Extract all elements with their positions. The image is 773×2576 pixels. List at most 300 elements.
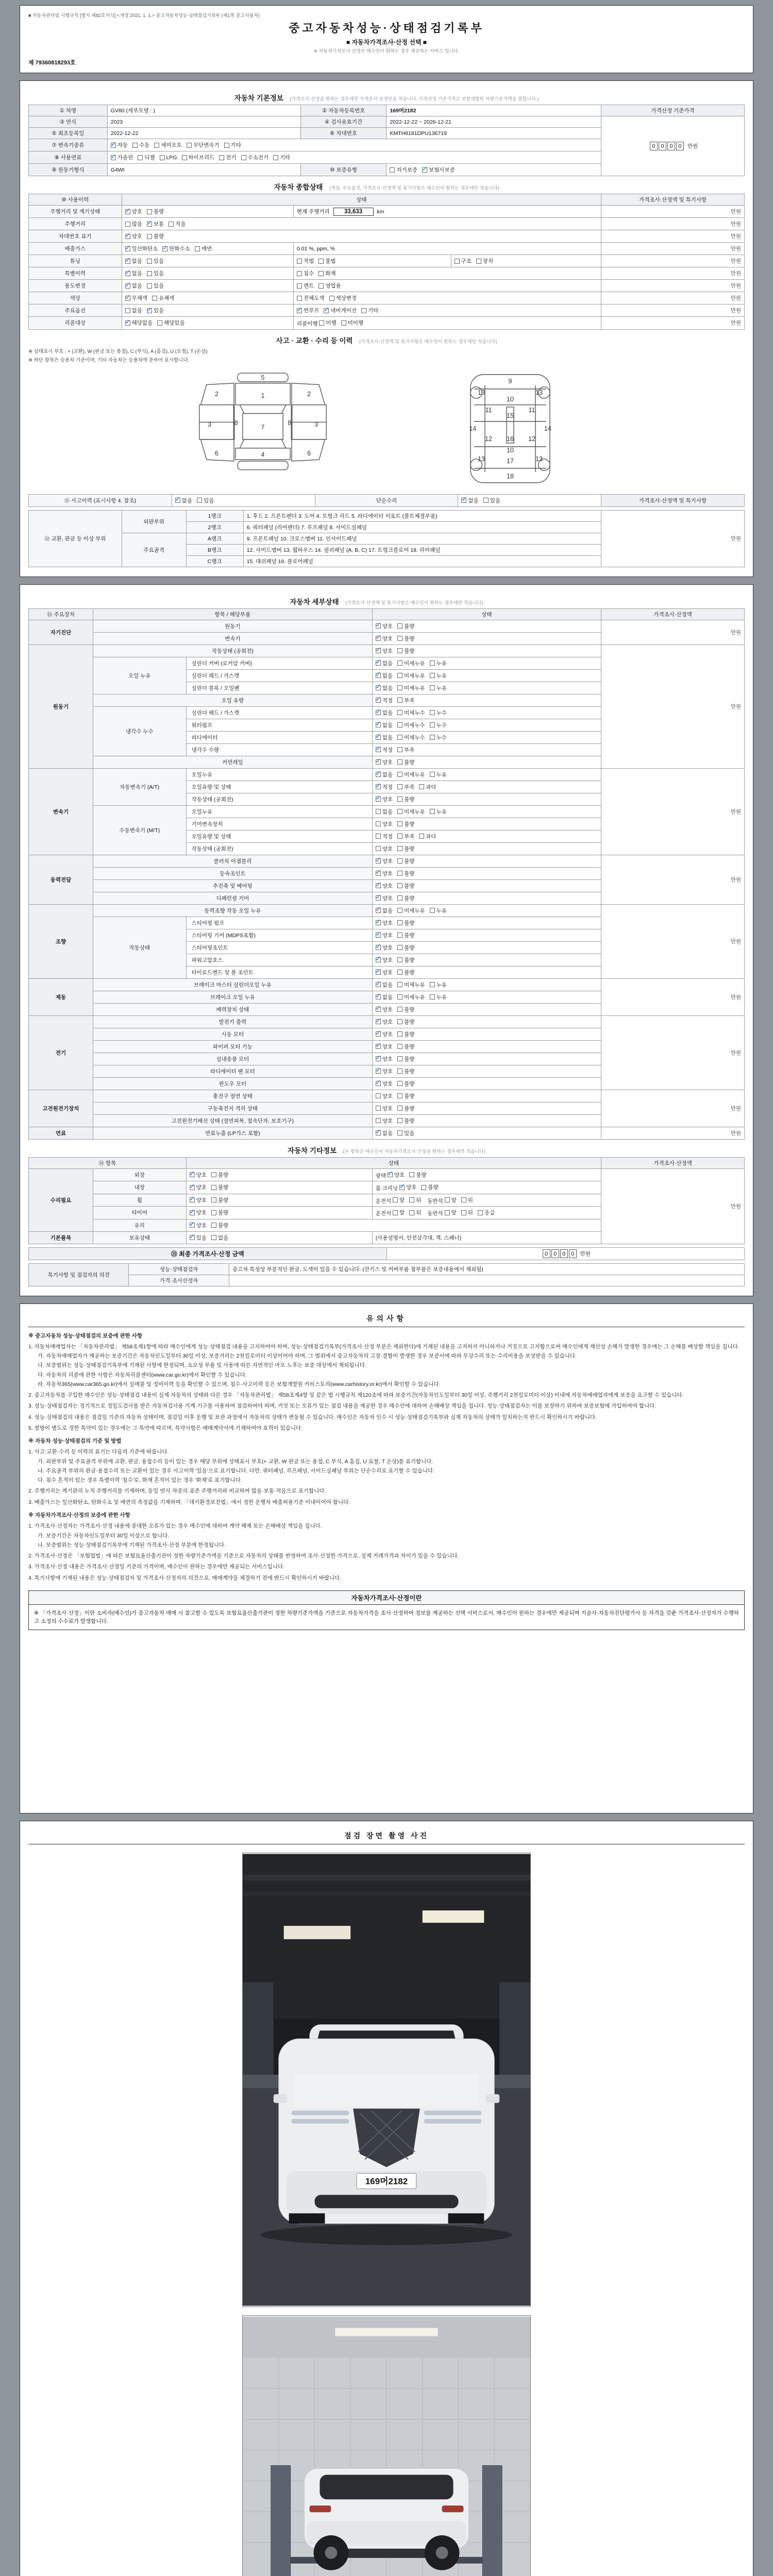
checkbox-option[interactable]	[397, 1129, 414, 1137]
checked-checkbox-icon	[376, 722, 381, 727]
text: 스티어링 기어 (MDPS포함)	[191, 932, 256, 939]
checkbox-option[interactable]	[376, 672, 393, 680]
checkbox-option[interactable]	[397, 919, 414, 927]
checkbox-option[interactable]	[397, 622, 414, 630]
checkbox-option[interactable]	[160, 155, 177, 161]
checkbox-option[interactable]	[397, 795, 414, 803]
checked-checkbox-icon	[376, 796, 381, 802]
table-cell	[186, 1219, 601, 1231]
text: 휠	[137, 1197, 142, 1204]
text: 커먼레일	[222, 759, 243, 766]
text: 만원	[730, 258, 741, 264]
checkbox-option[interactable]	[376, 1129, 393, 1137]
checkbox-option[interactable]	[397, 734, 425, 741]
checkbox-option[interactable]	[397, 672, 425, 680]
checkbox-option[interactable]	[219, 154, 236, 161]
table-cell	[601, 620, 745, 645]
text: 만원	[730, 1203, 741, 1210]
text: 만원	[730, 221, 741, 227]
checkbox-label: 불량	[217, 1172, 229, 1178]
checkbox-label: 미세누수	[404, 722, 425, 728]
svg-text:16: 16	[506, 435, 514, 443]
checkbox-option[interactable]	[430, 993, 447, 1001]
checkbox-option[interactable]	[190, 1222, 207, 1229]
table-cell	[372, 1194, 601, 1207]
checkbox-option[interactable]	[397, 857, 414, 865]
checkbox-option[interactable]	[397, 1105, 414, 1112]
checkbox-option[interactable]	[376, 870, 393, 877]
checkbox-option[interactable]	[397, 697, 414, 704]
unchecked-checkbox-icon	[157, 320, 162, 326]
checkbox-option[interactable]	[147, 282, 164, 290]
checkbox-option[interactable]	[397, 1018, 414, 1026]
checkbox-option[interactable]	[376, 1080, 393, 1088]
text: 가격조사·산정액 및 특기사항	[639, 197, 707, 203]
checkbox-option[interactable]	[162, 245, 190, 252]
checkbox-option[interactable]	[483, 497, 500, 504]
checkbox-option[interactable]	[430, 907, 447, 914]
basic-info-table	[28, 105, 745, 176]
text: 작동상태 (공회전)	[191, 845, 233, 852]
checkbox-option[interactable]	[397, 1055, 414, 1063]
checkbox-label: 기타	[230, 142, 241, 148]
unchecked-checkbox-icon	[397, 636, 402, 641]
checkbox-option[interactable]	[147, 269, 164, 277]
checkbox-label: 양호	[382, 883, 393, 889]
checkbox-option[interactable]	[397, 1043, 414, 1050]
checkbox-option[interactable]	[397, 746, 414, 754]
checkbox-option[interactable]	[376, 1117, 393, 1125]
checkbox-option[interactable]	[376, 709, 393, 717]
checked-checkbox-icon	[376, 883, 381, 888]
checkbox-option[interactable]	[376, 734, 393, 741]
checkbox-option[interactable]	[319, 319, 336, 327]
checkbox-option[interactable]	[376, 622, 393, 630]
table-cell	[29, 317, 122, 330]
checkbox-option[interactable]	[397, 907, 425, 914]
table-cell	[29, 645, 93, 768]
label-inspection-period	[300, 116, 386, 128]
table-cell	[93, 1231, 187, 1244]
text: 6. 쿼터패널 (리어펜더) 7. 루프패널 8. 사이드실패널	[246, 524, 367, 531]
checkbox-option[interactable]	[324, 307, 357, 314]
checkbox-option[interactable]	[390, 166, 417, 174]
notice-lines	[28, 1332, 745, 1582]
checkbox-option[interactable]	[376, 993, 393, 1001]
unchecked-checkbox-icon	[461, 1197, 466, 1202]
text: ① 차명	[59, 108, 77, 114]
checkbox-option[interactable]	[397, 758, 414, 766]
checkbox-option[interactable]	[397, 969, 414, 976]
page-subtitle-note: ※ 자동차가격조사·산정은 매수인이 원하는 경우 제공하는 서비스 입니다.	[313, 48, 460, 54]
checkbox-option[interactable]	[430, 808, 447, 816]
text: 가격조사·산정액	[653, 611, 692, 618]
checkbox-option[interactable]	[376, 1067, 393, 1075]
table-cell	[293, 292, 601, 304]
checkbox-option[interactable]	[397, 783, 414, 791]
checkbox-option[interactable]	[154, 141, 182, 149]
table-cell	[93, 756, 373, 768]
checkbox-option[interactable]	[211, 1209, 228, 1216]
checkbox-option[interactable]	[376, 969, 393, 976]
checkbox-option[interactable]	[125, 208, 142, 215]
checkbox-option[interactable]	[397, 944, 414, 952]
checkbox-option[interactable]	[273, 154, 290, 161]
text: 브레이크 오일 누유	[210, 994, 255, 1001]
table-cell	[29, 206, 122, 218]
checkbox-option[interactable]	[376, 808, 393, 816]
checkbox-option[interactable]	[397, 635, 414, 642]
checkbox-option[interactable]	[397, 981, 425, 989]
checkbox-option[interactable]	[376, 894, 393, 902]
checkbox-option[interactable]	[190, 1196, 207, 1204]
checkbox-option[interactable]	[376, 833, 393, 840]
checkbox-option[interactable]	[397, 1006, 414, 1013]
checkbox-option[interactable]	[125, 220, 142, 228]
table-cell	[186, 929, 372, 941]
checkbox-option[interactable]	[376, 1018, 393, 1026]
checkbox-option[interactable]	[187, 141, 220, 149]
checkbox-label: 불량	[153, 209, 164, 215]
checkbox-option[interactable]	[397, 993, 425, 1001]
checkbox-option[interactable]	[397, 771, 425, 778]
checkbox-label: 양호	[196, 1172, 207, 1178]
table-cell	[93, 1168, 187, 1181]
checkbox-label: 양호	[382, 858, 393, 865]
checkbox-option[interactable]	[376, 771, 393, 778]
checkbox-option[interactable]	[376, 1043, 393, 1050]
checkbox-label: 미세누수	[404, 734, 425, 741]
checkbox-option[interactable]	[376, 635, 393, 642]
checkbox-label: 자가보증	[396, 167, 418, 173]
checked-checkbox-icon	[376, 957, 381, 962]
checkbox-option[interactable]	[430, 709, 447, 717]
unchecked-checkbox-icon	[419, 834, 424, 839]
checkbox-option[interactable]	[376, 919, 393, 927]
notice-line: 라. 자동차365(www.car365.go.kr)에서 실매물 및 정비이력 등을 확인할 수 있으며, 침수·사고이력 등은 보험개발원 카히스토리(www.carhistory.or.kr)에서 확인할 수 있습니다.	[38, 1381, 441, 1387]
checkbox-option[interactable]	[376, 795, 393, 803]
checkbox-option[interactable]	[376, 820, 393, 828]
checkbox-option[interactable]	[397, 1080, 414, 1088]
vehicle-info-card	[20, 80, 753, 577]
checked-checkbox-icon	[376, 759, 381, 765]
checkbox-option[interactable]	[190, 1209, 207, 1216]
checkbox-option[interactable]	[430, 672, 447, 680]
checkbox-option[interactable]	[397, 684, 425, 692]
checkbox-label: 미세누수	[404, 709, 425, 716]
checkbox-option[interactable]	[376, 758, 393, 766]
checkbox-option[interactable]	[132, 141, 149, 149]
checkbox-option[interactable]	[397, 808, 425, 816]
checkbox-option[interactable]	[397, 659, 425, 667]
checkbox-label: 수동	[139, 142, 150, 148]
checkbox-option[interactable]	[376, 956, 393, 964]
checkbox-option[interactable]	[297, 294, 325, 302]
checkbox-option[interactable]	[152, 294, 174, 302]
checkbox-option[interactable]	[376, 845, 393, 853]
unchecked-checkbox-icon	[376, 1106, 381, 1111]
checkbox-option[interactable]	[409, 1196, 421, 1204]
table-cell	[372, 1127, 601, 1139]
checked-checkbox-icon	[324, 308, 329, 313]
basic-info-heading	[28, 92, 745, 103]
checkbox-option[interactable]	[376, 1055, 393, 1063]
unchecked-checkbox-icon	[397, 772, 402, 777]
checkbox-option[interactable]	[318, 257, 335, 265]
checkbox-option[interactable]	[111, 141, 128, 149]
checkbox-label: 양호	[382, 969, 393, 976]
photo-front-svg	[243, 1853, 530, 2307]
checkbox-option[interactable]	[190, 1171, 207, 1179]
checkbox-label: 양호	[382, 1006, 393, 1013]
checkbox-option[interactable]	[297, 257, 314, 265]
checkbox-option[interactable]	[376, 783, 393, 791]
table-cell	[29, 1263, 129, 1286]
notice-line: 다. 자동차의 리콜에 관한 사항은 자동차리콜센터(www.car.go.kr)에서 확인할 수 있습니다.	[38, 1371, 247, 1378]
checkbox-option[interactable]	[224, 141, 241, 149]
checkbox-label: 양호	[382, 944, 393, 951]
table-cell	[186, 555, 243, 567]
inspection-photo-lift	[242, 2315, 531, 2576]
checkbox-option[interactable]	[157, 319, 185, 327]
table-cell	[29, 230, 122, 243]
checkbox-option[interactable]	[476, 257, 493, 265]
checkbox-option[interactable]	[376, 907, 393, 914]
checkbox-label: 없음	[382, 981, 393, 988]
checkbox-option[interactable]	[422, 166, 455, 174]
unchecked-checkbox-icon	[397, 1081, 402, 1086]
checkbox-label: 불량	[404, 648, 415, 654]
checkbox-option[interactable]	[419, 783, 436, 791]
accident-status-table	[28, 494, 745, 507]
checkbox-label: 없음	[181, 497, 193, 504]
checkbox-label: 미세누유	[404, 808, 425, 815]
checkbox-label: 있음	[490, 497, 500, 504]
text: 오일 유량	[221, 697, 244, 704]
checkbox-option[interactable]	[397, 721, 425, 729]
table-cell	[601, 978, 745, 1015]
checkbox-option[interactable]	[397, 1067, 414, 1075]
checkbox-option[interactable]	[393, 1209, 405, 1216]
checkbox-option[interactable]	[138, 154, 155, 161]
checkbox-option[interactable]	[376, 647, 393, 655]
detail-note: (가격조사·산정액 및 특기사항은 매수인이 원하는 경우에만 적습니다)	[345, 600, 483, 605]
checked-checkbox-icon	[376, 1081, 381, 1086]
checkbox-option[interactable]	[419, 833, 436, 840]
checkbox-option[interactable]	[397, 1030, 414, 1038]
checkbox-option[interactable]	[211, 1234, 228, 1242]
checkbox-label: 적정	[382, 833, 393, 840]
checkbox-option[interactable]	[341, 319, 363, 327]
checkbox-option[interactable]	[182, 154, 215, 161]
checkbox-option[interactable]	[445, 1196, 457, 1204]
checkbox-option[interactable]	[430, 981, 447, 989]
text: 수리필요	[50, 1197, 72, 1204]
checkbox-option[interactable]	[409, 1209, 421, 1216]
text: 파워고압호스	[191, 957, 223, 963]
checkbox-label: 불량	[404, 969, 415, 976]
checkbox-option[interactable]	[211, 1171, 228, 1179]
table-cell	[601, 1168, 745, 1244]
checkbox-option[interactable]	[397, 870, 414, 877]
text: 12. 사이드멤버 13. 휠하우스 14. 필러패널 (A, B, C) 17. 트렁크플로어 18. 리어패널	[246, 547, 441, 553]
checkbox-option[interactable]	[125, 282, 142, 290]
checkbox-option[interactable]	[397, 1092, 414, 1100]
checkbox-option[interactable]	[125, 307, 142, 314]
checkbox-option[interactable]	[393, 1196, 405, 1204]
table-cell	[122, 194, 601, 206]
checkbox-option[interactable]	[376, 1006, 393, 1013]
table-cell	[372, 1114, 601, 1127]
table-cell	[29, 194, 122, 206]
checkbox-option[interactable]	[397, 647, 414, 655]
checkbox-option[interactable]	[125, 319, 153, 327]
checkbox-option[interactable]	[297, 269, 314, 277]
checkbox-option[interactable]	[461, 1196, 473, 1204]
checkbox-option[interactable]	[397, 820, 414, 828]
checkbox-option[interactable]	[388, 1171, 405, 1179]
checkbox-option[interactable]	[147, 257, 164, 265]
checkbox-option[interactable]	[376, 944, 393, 952]
checkbox-option[interactable]	[445, 1209, 457, 1216]
checkbox-option[interactable]	[376, 1105, 393, 1112]
text: 동반석	[426, 1210, 445, 1217]
text: 주행거리	[64, 221, 86, 227]
checkbox-option[interactable]	[397, 1117, 414, 1125]
checkbox-option[interactable]	[397, 956, 414, 964]
checkbox-option[interactable]	[147, 232, 164, 240]
checkbox-option[interactable]	[175, 497, 192, 504]
checkbox-option[interactable]	[397, 709, 425, 717]
checkbox-option[interactable]	[430, 684, 447, 692]
checkbox-option[interactable]	[125, 269, 142, 277]
checkbox-option[interactable]	[455, 257, 472, 265]
checkbox-label: 양호	[382, 623, 393, 630]
checkbox-option[interactable]	[376, 981, 393, 989]
checkbox-option[interactable]	[430, 771, 447, 778]
checkbox-label: 과다	[426, 784, 436, 790]
checkbox-option[interactable]	[397, 833, 414, 840]
table-cell	[186, 1157, 601, 1168]
checkbox-option[interactable]	[430, 659, 447, 667]
checkbox-option[interactable]	[376, 931, 393, 939]
checkbox-option[interactable]	[376, 684, 393, 692]
text: C랭크	[207, 558, 222, 565]
svg-text:8: 8	[288, 419, 292, 427]
table-cell	[93, 805, 187, 855]
unchecked-checkbox-icon	[318, 271, 324, 276]
checkbox-option[interactable]	[399, 1183, 416, 1191]
checkbox-option[interactable]	[376, 857, 393, 865]
notice-line: 가. 보증기간은 자동차인도일부터 30일 이상으로 합니다.	[38, 1532, 170, 1539]
checkbox-option[interactable]	[211, 1183, 228, 1191]
text: 자기진단	[50, 629, 72, 636]
form-reference: ■ 자동차관리법 시행규칙 [별지 제82호서식] <개정 2021. 1. 1.> 중고자동차성능·상태점검기록부 (제1쪽 중고사용차)	[28, 13, 260, 18]
checkbox-option[interactable]	[190, 1183, 207, 1191]
checkbox-option[interactable]	[195, 245, 212, 252]
checkbox-option[interactable]	[169, 220, 186, 228]
unchecked-checkbox-icon	[397, 1130, 402, 1136]
checkbox-option[interactable]	[147, 220, 164, 228]
text: 가격조사·산정액	[653, 1160, 692, 1166]
checked-checkbox-icon	[125, 259, 130, 264]
checkbox-option[interactable]	[397, 882, 414, 890]
checkbox-option[interactable]	[211, 1196, 228, 1204]
unchecked-checkbox-icon	[397, 1031, 402, 1037]
checkbox-option[interactable]	[297, 282, 314, 290]
checkbox-option[interactable]	[111, 154, 133, 161]
checkbox-option[interactable]	[147, 307, 164, 314]
text: 오일유량 및 상태	[191, 784, 231, 790]
checkbox-option[interactable]	[197, 497, 214, 504]
notice-line: ※ 자동차 성능·상태점검의 기준 및 방법	[28, 1438, 122, 1445]
checkbox-option[interactable]	[211, 1222, 228, 1229]
checkbox-option[interactable]	[376, 659, 393, 667]
checkbox-option[interactable]	[409, 1171, 426, 1179]
unchecked-checkbox-icon	[393, 1210, 398, 1215]
checkbox-option[interactable]	[376, 697, 393, 704]
text: 만원	[730, 270, 741, 277]
checkbox-option[interactable]	[376, 1030, 393, 1038]
checkbox-option[interactable]	[376, 882, 393, 890]
checkbox-option[interactable]	[125, 294, 147, 302]
checkbox-option[interactable]	[318, 282, 341, 290]
checkbox-label: 전체도색	[303, 295, 325, 301]
checkbox-label: 미세누유	[404, 771, 425, 778]
checkbox-option[interactable]	[376, 1092, 393, 1100]
checkbox-option[interactable]	[461, 497, 478, 504]
checkbox-option[interactable]	[397, 894, 414, 902]
table-cell	[372, 904, 601, 917]
table-cell	[29, 255, 122, 267]
checkbox-option[interactable]	[430, 734, 447, 741]
checkbox-option[interactable]	[125, 257, 142, 265]
checkbox-option[interactable]	[376, 721, 393, 729]
table-cell	[372, 917, 601, 929]
checkbox-option[interactable]	[241, 154, 269, 161]
checkbox-option[interactable]	[125, 232, 142, 240]
notice-line: 나. 주요골격 부위의 판금·용접수리 또는 교환이 있는 경우 사고이력 '있음'으로 표기합니다. 다만, 쿼터패널, 루프패널, 사이드실패널 부위는 단순수리로 표기할 수 있습니다.	[38, 1467, 435, 1474]
checkbox-label: 적음	[175, 221, 186, 227]
text: 냉각수 수량	[191, 747, 220, 753]
checkbox-option[interactable]	[430, 721, 447, 729]
checkbox-option[interactable]	[421, 1183, 438, 1191]
table-cell	[601, 645, 745, 768]
checkbox-option[interactable]	[190, 1234, 207, 1242]
notice-card	[20, 1303, 753, 1814]
checkbox-option[interactable]	[478, 1209, 495, 1216]
checkbox-option[interactable]	[147, 208, 164, 215]
checkbox-label: 뒤	[416, 1210, 422, 1216]
checkbox-option[interactable]	[397, 931, 414, 939]
checkbox-option[interactable]	[361, 307, 378, 314]
text: 배력장치 상태	[216, 1006, 249, 1013]
checkbox-option[interactable]	[329, 294, 357, 302]
checkbox-option[interactable]	[125, 245, 158, 252]
unchecked-checkbox-icon	[397, 871, 402, 876]
table-cell	[93, 892, 373, 904]
checkbox-option[interactable]	[376, 746, 393, 754]
table-cell	[186, 781, 372, 793]
table-cell	[29, 768, 93, 855]
checkbox-option[interactable]	[297, 307, 319, 314]
checkbox-option[interactable]	[461, 1209, 473, 1216]
notice-line: 2. 중고자동차를 구입한 매수인은 성능·상태점검 내용이 실제 자동차의 상태와 다른 경우 「자동차관리법」 제58조제4항 및 같은 법 시행규칙 제120조에 따라 보증기간(자동차인도일부터 30일 이상, 주행거리 2천킬로미터 이상) 이내에 자동차매매업자에게 보증을 요구할 수 있습니다.	[28, 1392, 684, 1399]
table-cell	[93, 991, 373, 1003]
checkbox-option[interactable]	[397, 845, 414, 853]
checkbox-label: 하이브리드	[188, 155, 215, 161]
checkbox-option[interactable]	[318, 269, 335, 277]
